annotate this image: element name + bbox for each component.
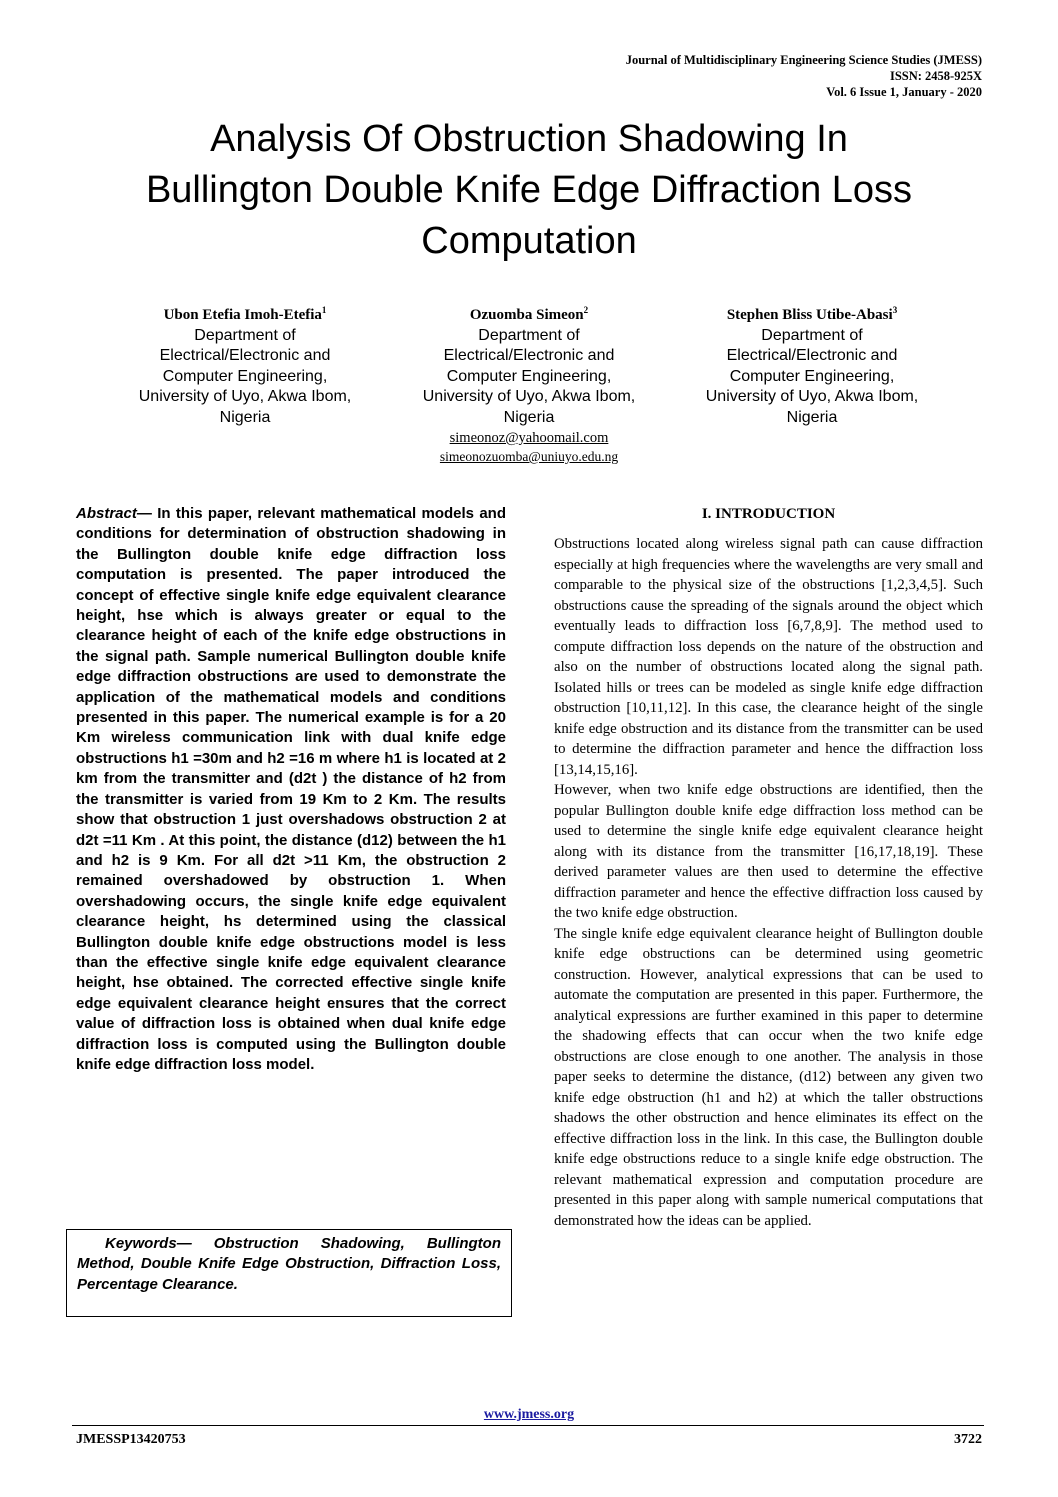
affiliation-line: University of Uyo, Akwa Ibom, <box>705 388 919 405</box>
paragraph: However, when two knife edge obstructions are identified, then the popular Bullington double knife edge diffraction loss method can be used to determine the single knife edge equivalent clearance height along with its distance from the transmitter [16,17,18,19]. These derived parameter values are then used to determine the effective diffraction parameter and hence the effective diffraction loss caused by the two knife edge obstruction. <box>554 782 983 921</box>
author-3 <box>672 300 952 428</box>
affiliation-line: Department of <box>761 326 863 344</box>
introduction-section <box>554 504 983 1231</box>
page-number: 3722 <box>954 1432 982 1447</box>
author-block <box>0 300 1058 470</box>
journal-name: Journal of Multidisciplinary Engineering Science Studies (JMESS) <box>625 53 982 67</box>
footer-divider <box>72 1425 984 1426</box>
paragraph: Obstructions located along wireless signal path can cause diffraction especially at high frequencies where the wavelengths are very small and comparable to the physical size of the obstructions [1,2,3,4,5]. Such obstructions cause the spreading of the signals around the object which eventually leads to diffraction loss [6,7,8,9]. The method used to compute diffraction loss depends on the nature of the obstruction and also on the number of obstructions located along the signal path. Isolated hills or trees can be modeled as single knife edge diffraction obstruction [10,11,12]. In this case, the clearance height of the single knife edge obstruction and its distance from the transmitter can be used to determine the diffraction parameter and hence the diffraction loss [13,14,15,16]. <box>554 536 983 778</box>
author-name: Ozuomba Simeon$^2$ <box>469 305 589 323</box>
author-name: Ubon Etefia Imoh-Etefia$^1$ <box>163 305 327 323</box>
affiliation-line: Electrical/Electronic and <box>443 347 615 364</box>
affiliation-line: Nigeria <box>219 408 271 426</box>
title-line: Computation <box>421 220 637 262</box>
author-name: Stephen Bliss Utibe-Abasi$^3$ <box>726 305 898 323</box>
paragraph: The single knife edge equivalent clearance height of Bullington double knife edge obstructions can be determined using geometric construction. However, analytical expressions that can be used to automate the computation are presented in this paper. Furthermore, the analytical expressions are further examined in this paper to determine the shadowing effects that can occur when the two knife edge obstructions are close enough to one another. The analysis in those paper seeks to determine the distance, (d12) between any given two knife edge obstruction (h1 and h2) at which the taller obstructions shadows the other obstruction and hence eliminates its effect on the effective diffraction loss in the link. In this case, the Bullington double knife edge obstructions reduce to a single knife edge obstruction. The relevant mathematical expression and computation procedure are presented in this paper along with sample numerical computations that demonstrated how the ideas can be applied. <box>554 925 983 1229</box>
affiliation-line: Nigeria <box>503 408 555 426</box>
author-1 <box>105 300 385 428</box>
journal-issn: ISSN: 2458-925X <box>889 69 982 83</box>
affiliation-line: Computer Engineering, <box>729 367 895 385</box>
affiliation-line: Computer Engineering, <box>446 367 612 385</box>
title-line: Analysis Of Obstruction Shadowing In <box>210 118 848 160</box>
abstract-text: In this paper, relevant mathematical models and conditions for determination of obstruction shadowing in the Bullington double knife edge diffraction loss computation is presented. The paper introduced the concept of effective single knife edge equivalent clearance height, hse which is always greater or equal to the clearance height of each of the knife edge obstructions in the signal path. Sample numerical Bullington double knife edge diffraction obstructions are used to demonstrate the application of the mathematical models and conditions presented in this paper. The numerical example is for a 20 Km wireless communication link with dual knife edge obstructions h1 =30m and h2 =16 m where h1 is located at 2 km from the transmitter and (d2t ) the distance of h2 from the transmitter is varied from 19 Km to 2 Km. The results show that obstruction 1 just overshadows obstruction 2 at d2t =11 Km . At this point, the distance (d12) between the h1 and h2 is 9 Km. For all d2t >11 Km, the obstruction 2 remained overshadowed by obstruction 1. When overshadowing occurs, the single knife edge equivalent clearance height, hs determined using the classical Bullington double knife edge obstructions model is less than the effective single knife edge equivalent clearance height, hse obtained. The corrected effective single knife edge equivalent clearance height ensures that the correct value of diffraction loss is obtained when dual knife edge diffraction loss is computed using the Bullington double knife edge diffraction loss model. <box>76 505 506 1073</box>
journal-volume: Vol. 6 Issue 1, January - 2020 <box>826 85 982 99</box>
keywords-box <box>66 1229 512 1317</box>
affiliation-line: University of Uyo, Akwa Ibom, <box>138 388 352 405</box>
affiliation-line: Nigeria <box>786 408 838 426</box>
email-link[interactable]: simeonozuomba@uniuyo.edu.ng <box>439 449 619 464</box>
journal-website-link[interactable]: www.jmess.org <box>483 1407 575 1422</box>
author-2 <box>389 300 669 466</box>
email-link[interactable]: simeonoz@yahoomail.com <box>449 430 609 446</box>
paper-id: JMESSP13420753 <box>76 1432 186 1447</box>
affiliation-line: Electrical/Electronic and <box>159 347 331 364</box>
affiliation-line: Computer Engineering, <box>162 367 328 385</box>
affiliation-line: Electrical/Electronic and <box>726 347 898 364</box>
keywords-text: Obstruction Shadowing, Bullington Method, Double Knife Edge Obstruction, Diffraction Loss, Percentage Clearance. <box>77 1235 501 1293</box>
abstract-lead: Abstract <box>76 505 137 522</box>
abstract <box>76 504 506 1075</box>
section-heading: I. INTRODUCTION <box>701 506 836 522</box>
title-line: Bullington Double Knife Edge Diffraction Loss <box>145 169 913 211</box>
affiliation-line: Department of <box>194 326 296 344</box>
abstract-dash: — <box>136 505 158 522</box>
journal-header <box>422 52 982 100</box>
paper-title <box>60 114 998 267</box>
affiliation-line: University of Uyo, Akwa Ibom, <box>422 388 636 405</box>
keywords-lead: Keywords— <box>105 1235 192 1252</box>
affiliation-line: Department of <box>478 326 580 344</box>
